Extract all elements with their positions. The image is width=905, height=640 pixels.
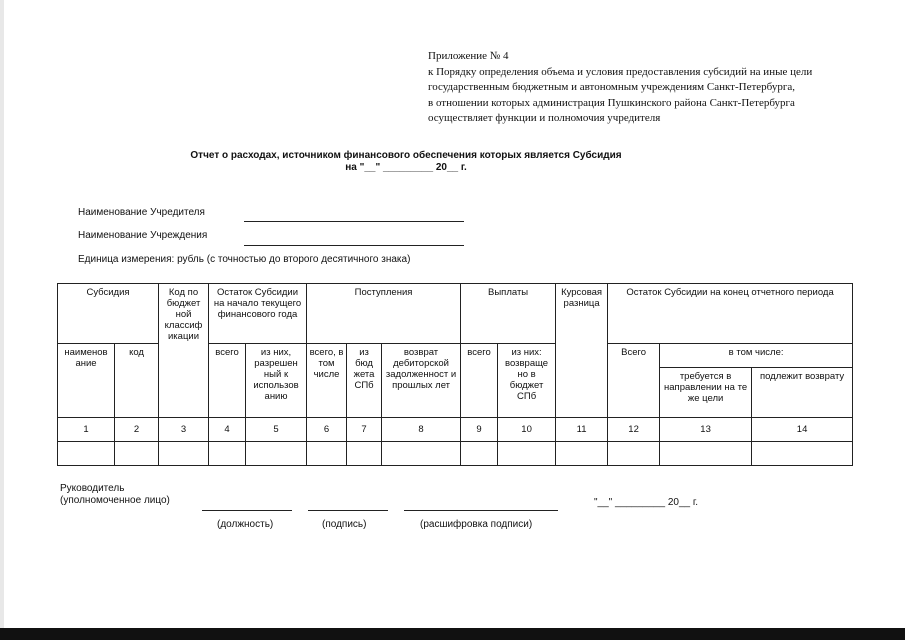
col-closing-balance: Остаток Субсидии на конец отчетного периода — [608, 284, 853, 344]
signature-date: "__" _________ 20__ г. — [594, 497, 699, 508]
table-cell[interactable] — [752, 442, 853, 466]
col-fx-diff: Курсовая разница — [556, 284, 608, 418]
table-cell[interactable] — [58, 442, 115, 466]
report-table — [57, 283, 853, 466]
table-cell[interactable] — [608, 442, 660, 466]
table-cell[interactable] — [115, 442, 159, 466]
table-row[interactable] — [58, 442, 853, 466]
table-cell[interactable] — [660, 442, 752, 466]
position-caption: (должность) — [217, 519, 274, 530]
col-number: 4 — [209, 418, 246, 442]
report-title-line1: Отчет о расходах, источником финансового обеспечения которых является Субсидия — [190, 150, 622, 161]
table-row-numbers — [58, 418, 853, 442]
col-allowed: из них, разрешен ный к использов анию — [246, 344, 307, 418]
col-subsidy: Субсидия — [58, 284, 159, 344]
col-total-closing: Всего — [608, 344, 660, 418]
table-cell[interactable] — [246, 442, 307, 466]
institution-input-line[interactable] — [244, 245, 464, 246]
col-number: 8 — [382, 418, 461, 442]
col-number: 1 — [58, 418, 115, 442]
table-cell[interactable] — [382, 442, 461, 466]
table-cell[interactable] — [347, 442, 382, 466]
col-total-payments: всего — [461, 344, 498, 418]
col-opening-balance: Остаток Субсидии на начало текущего финансового года — [209, 284, 307, 344]
report-title — [0, 150, 812, 174]
annex-line: к Порядку определения объема и условия предоставления субсидий на иные цели — [428, 65, 813, 78]
col-number: 14 — [752, 418, 853, 442]
signature-caption: (подпись) — [322, 519, 367, 530]
col-code: код — [115, 344, 159, 418]
col-budget-code: Код по бюджет ной классиф икации — [159, 284, 209, 418]
head-label-authorized: (уполномоченное лицо) — [60, 495, 170, 506]
col-name: наименов ание — [58, 344, 115, 418]
annex-line: осуществляет функции и полномочия учредителя — [428, 112, 661, 124]
institution-label: Наименование Учреждения — [78, 230, 208, 241]
col-required: требуется в направлении на те же цели — [660, 368, 752, 418]
annex-line: Приложение № 4 — [428, 50, 509, 62]
decode-line[interactable] — [404, 510, 558, 511]
col-to-return: подлежит возврату — [752, 368, 853, 418]
col-number: 12 — [608, 418, 660, 442]
col-number: 7 — [347, 418, 382, 442]
founder-label: Наименование Учредителя — [78, 207, 205, 218]
position-line[interactable] — [202, 510, 292, 511]
table-cell[interactable] — [159, 442, 209, 466]
scan-bottom-edge — [0, 628, 905, 640]
col-payments: Выплаты — [461, 284, 556, 344]
table-cell[interactable] — [209, 442, 246, 466]
annex-block — [428, 49, 812, 127]
signature-line[interactable] — [308, 510, 388, 511]
col-receipts: Поступления — [307, 284, 461, 344]
table-cell[interactable] — [461, 442, 498, 466]
table-cell[interactable] — [498, 442, 556, 466]
col-returned: из них: возвраще но в бюджет СПб — [498, 344, 556, 418]
col-total-receipts: всего, в том числе — [307, 344, 347, 418]
col-number: 13 — [660, 418, 752, 442]
col-number: 2 — [115, 418, 159, 442]
head-label: Руководитель — [60, 483, 125, 494]
col-number: 3 — [159, 418, 209, 442]
scan-edge — [0, 0, 4, 640]
decode-caption: (расшифровка подписи) — [420, 519, 533, 530]
col-from-spb: из бюд жета СПб — [347, 344, 382, 418]
col-number: 5 — [246, 418, 307, 442]
founder-input-line[interactable] — [244, 221, 464, 222]
annex-line: государственным бюджетным и автономным учреждениям Санкт-Петербурга, — [428, 81, 795, 93]
table-cell[interactable] — [556, 442, 608, 466]
table-cell[interactable] — [307, 442, 347, 466]
col-debt-return: возврат дебиторской задолженност и прошлых лет — [382, 344, 461, 418]
col-number: 11 — [556, 418, 608, 442]
report-date-line: на "__" _________ 20__ г. — [345, 162, 467, 173]
unit-label: Единица измерения: рубль (с точностью до второго десятичного знака) — [78, 254, 411, 265]
col-number: 6 — [307, 418, 347, 442]
col-number: 10 — [498, 418, 556, 442]
col-total-opening: всего — [209, 344, 246, 418]
annex-line: в отношении которых администрация Пушкинского района Санкт-Петербурга — [428, 96, 795, 109]
col-including: в том числе: — [660, 344, 853, 368]
col-number: 9 — [461, 418, 498, 442]
